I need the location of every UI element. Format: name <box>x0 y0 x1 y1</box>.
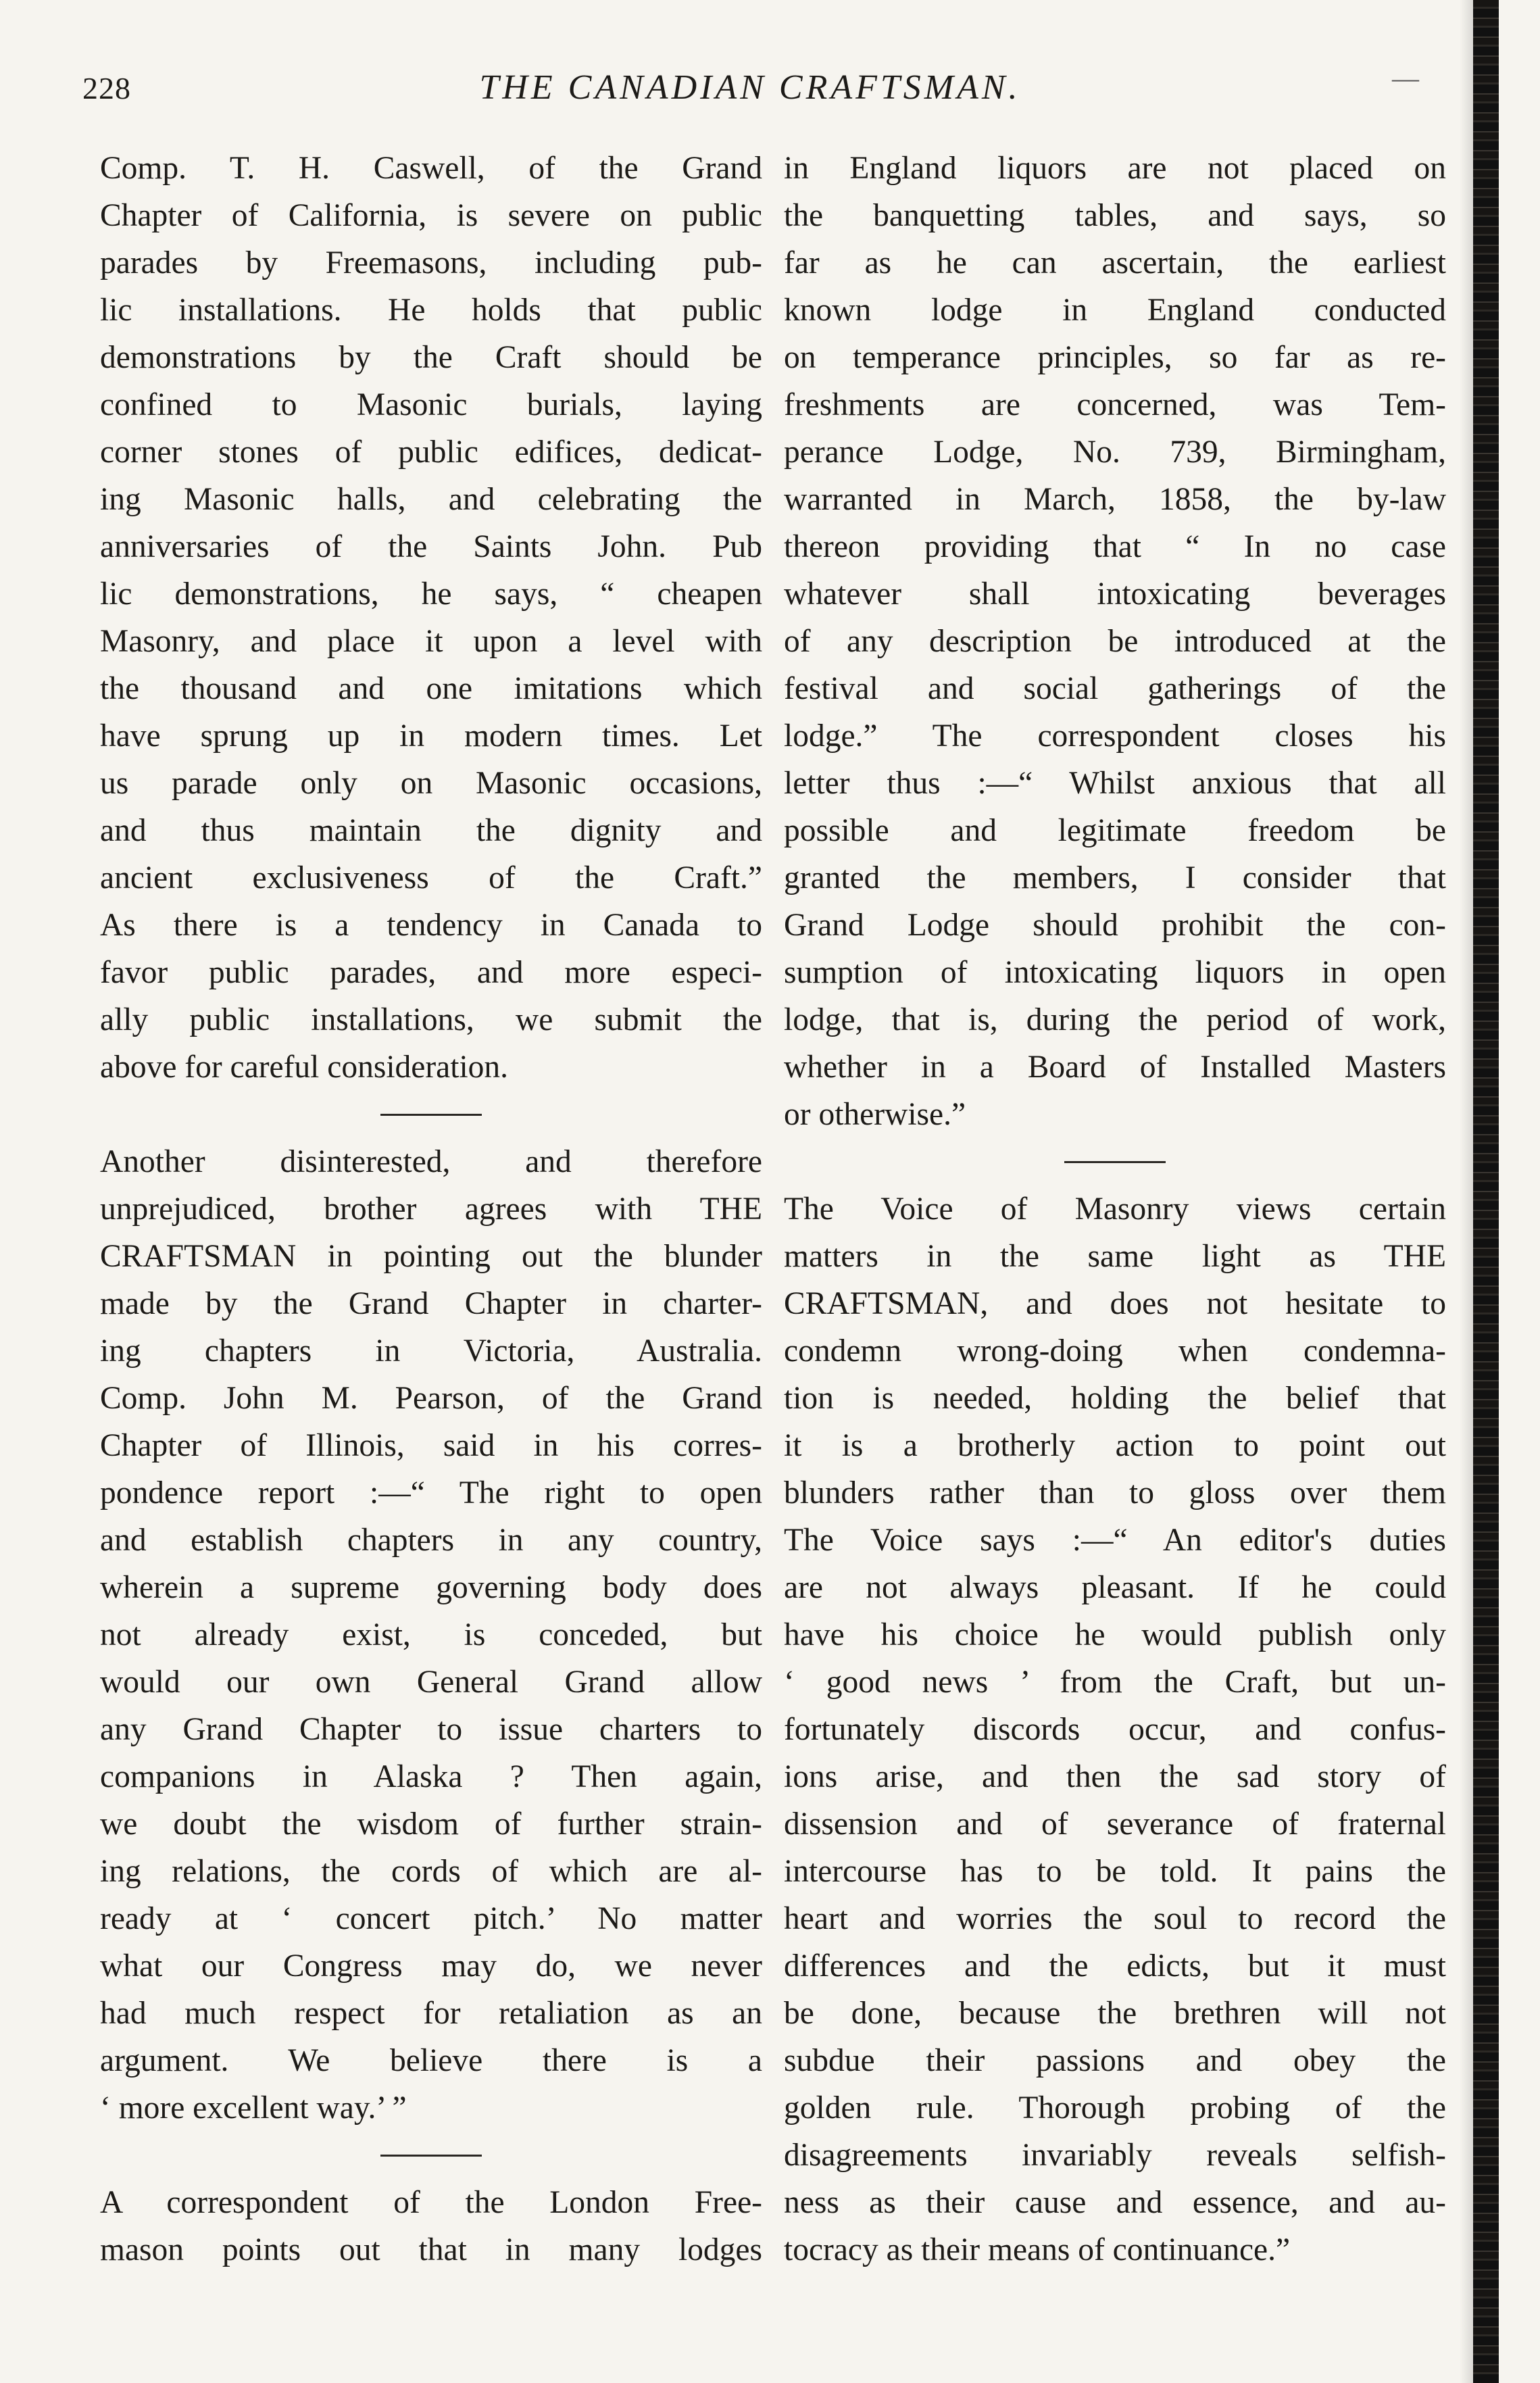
running-head-title: THE CANADIAN CRAFTSMAN. <box>479 68 1021 107</box>
text-line: The Voice says :—“ An editor's duties <box>784 1523 1446 1558</box>
text-line: golden rule. Thorough probing of the <box>784 2090 1446 2126</box>
text-line: ions arise, and then the sad story of <box>784 1759 1446 1794</box>
text-line: intercourse has to be told. It pains the <box>784 1854 1446 1889</box>
text-line: made by the Grand Chapter in charter- <box>100 1286 762 1321</box>
text-line: pondence report :—“ The right to open <box>100 1475 762 1510</box>
text-line: ing relations, the cords of which are al- <box>100 1854 762 1889</box>
text-line: Chapter of Illinois, said in his corres- <box>100 1428 762 1463</box>
text-line: had much respect for retaliation as an <box>100 1996 762 2031</box>
text-line: tocracy as their means of continuance.” <box>784 2232 1291 2267</box>
text-line: of any description be introduced at the <box>784 624 1446 659</box>
text-line: above for careful consideration. <box>100 1050 509 1085</box>
text-line: ‘ more excellent way.’ ” <box>100 2090 407 2126</box>
text-line: anniversaries of the Saints John. Pub <box>100 529 762 564</box>
text-line: granted the members, I consider that <box>784 860 1446 895</box>
text-line: far as he can ascertain, the earliest <box>784 245 1446 280</box>
binding-edge <box>1473 0 1499 2383</box>
page-number: 228 <box>82 71 131 105</box>
text-line: known lodge in England conducted <box>784 293 1446 328</box>
text-line: tion is needed, holding the belief that <box>784 1381 1446 1416</box>
text-line: favor public parades, and more especi- <box>100 955 762 990</box>
text-line: lodge, that is, during the period of work, <box>784 1002 1446 1037</box>
text-line: festival and social gatherings of the <box>784 671 1446 706</box>
section-divider <box>784 1138 1446 1185</box>
text-line: we doubt the wisdom of further strain- <box>100 1807 762 1842</box>
text-line: the thousand and one imitations which <box>100 671 762 706</box>
left-column <box>100 145 762 2274</box>
text-line: ing Masonic halls, and celebrating the <box>100 482 762 517</box>
text-line: subdue their passions and obey the <box>784 2043 1446 2078</box>
text-line: Chapter of California, is severe on public <box>100 198 762 233</box>
text-line: whether in a Board of Installed Masters <box>784 1050 1446 1085</box>
text-line: confined to Masonic burials, laying <box>100 387 762 422</box>
text-line: and establish chapters in any country, <box>100 1523 762 1558</box>
running-head-mark: — <box>1392 63 1420 93</box>
text-line: dissension and of severance of fraternal <box>784 1807 1446 1842</box>
section-divider <box>100 1091 762 1138</box>
binding-shadow <box>1460 0 1474 2383</box>
text-line: As there is a tendency in Canada to <box>100 908 762 943</box>
section-divider <box>100 2132 762 2179</box>
text-line: parades by Freemasons, including pub- <box>100 245 762 280</box>
text-line: Masonry, and place it upon a level with <box>100 624 762 659</box>
text-line: or otherwise.” <box>784 1097 966 1132</box>
text-line: ally public installations, we submit the <box>100 1002 762 1037</box>
text-line: and thus maintain the dignity and <box>100 813 762 848</box>
text-line: in England liquors are not placed on <box>784 151 1446 186</box>
text-line: Grand Lodge should prohibit the con- <box>784 908 1446 943</box>
text-line: letter thus :—“ Whilst anxious that all <box>784 766 1446 801</box>
text-line: have sprung up in modern times. Let <box>100 718 762 754</box>
right-column <box>784 145 1446 2274</box>
text-line: matters in the same light as THE <box>784 1239 1446 1274</box>
text-line: companions in Alaska ? Then again, <box>100 1759 762 1794</box>
text-line: ness as their cause and essence, and au- <box>784 2185 1446 2220</box>
text-line: condemn wrong-doing when condemna- <box>784 1333 1446 1369</box>
text-line: not already exist, is conceded, but <box>100 1617 762 1652</box>
text-line: CRAFTSMAN in pointing out the blunder <box>100 1239 762 1274</box>
text-line: fortunately discords occur, and confus- <box>784 1712 1446 1747</box>
text-line: blunders rather than to gloss over them <box>784 1475 1446 1510</box>
text-line: heart and worries the soul to record the <box>784 1901 1446 1936</box>
text-line: are not always pleasant. If he could <box>784 1570 1446 1605</box>
text-line: the banquetting tables, and says, so <box>784 198 1446 233</box>
text-line: The Voice of Masonry views certain <box>784 1192 1446 1227</box>
text-line: differences and the edicts, but it must <box>784 1948 1446 1984</box>
text-line: what our Congress may do, we never <box>100 1948 762 1984</box>
text-line: any Grand Chapter to issue charters to <box>100 1712 762 1747</box>
text-line: ‘ good news ’ from the Craft, but un- <box>784 1665 1446 1700</box>
text-line: demonstrations by the Craft should be <box>100 340 762 375</box>
text-line: A correspondent of the London Free- <box>100 2185 762 2220</box>
text-line: disagreements invariably reveals selfish- <box>784 2138 1446 2173</box>
text-line: us parade only on Masonic occasions, <box>100 766 762 801</box>
text-line: corner stones of public edifices, dedicat- <box>100 435 762 470</box>
text-line: mason points out that in many lodges <box>100 2232 762 2267</box>
text-line: freshments are concerned, was Tem- <box>784 387 1446 422</box>
text-line: CRAFTSMAN, and does not hesitate to <box>784 1286 1446 1321</box>
text-line: ancient exclusiveness of the Craft.” <box>100 860 762 895</box>
text-line: Another disinterested, and therefore <box>100 1144 762 1179</box>
text-line: have his choice he would publish only <box>784 1617 1446 1652</box>
text-line: possible and legitimate freedom be <box>784 813 1446 848</box>
text-line: would our own General Grand allow <box>100 1665 762 1700</box>
text-line: lodge.” The correspondent closes his <box>784 718 1446 754</box>
text-line: perance Lodge, No. 739, Birmingham, <box>784 435 1446 470</box>
text-line: Comp. John M. Pearson, of the Grand <box>100 1381 762 1416</box>
text-line: whatever shall intoxicating beverages <box>784 576 1446 612</box>
text-line: unprejudiced, brother agrees with THE <box>100 1192 762 1227</box>
text-line: ing chapters in Victoria, Australia. <box>100 1333 762 1369</box>
text-line: lic installations. He holds that public <box>100 293 762 328</box>
text-line: warranted in March, 1858, the by-law <box>784 482 1446 517</box>
text-line: thereon providing that “ In no case <box>784 529 1446 564</box>
text-line: ready at ‘ concert pitch.’ No matter <box>100 1901 762 1936</box>
text-line: on temperance principles, so far as re- <box>784 340 1446 375</box>
text-line: sumption of intoxicating liquors in open <box>784 955 1446 990</box>
text-line: it is a brotherly action to point out <box>784 1428 1446 1463</box>
text-line: argument. We believe there is a <box>100 2043 762 2078</box>
text-line: lic demonstrations, he says, “ cheapen <box>100 576 762 612</box>
text-line: wherein a supreme governing body does <box>100 1570 762 1605</box>
text-line: be done, because the brethren will not <box>784 1996 1446 2031</box>
text-line: Comp. T. H. Caswell, of the Grand <box>100 151 762 186</box>
